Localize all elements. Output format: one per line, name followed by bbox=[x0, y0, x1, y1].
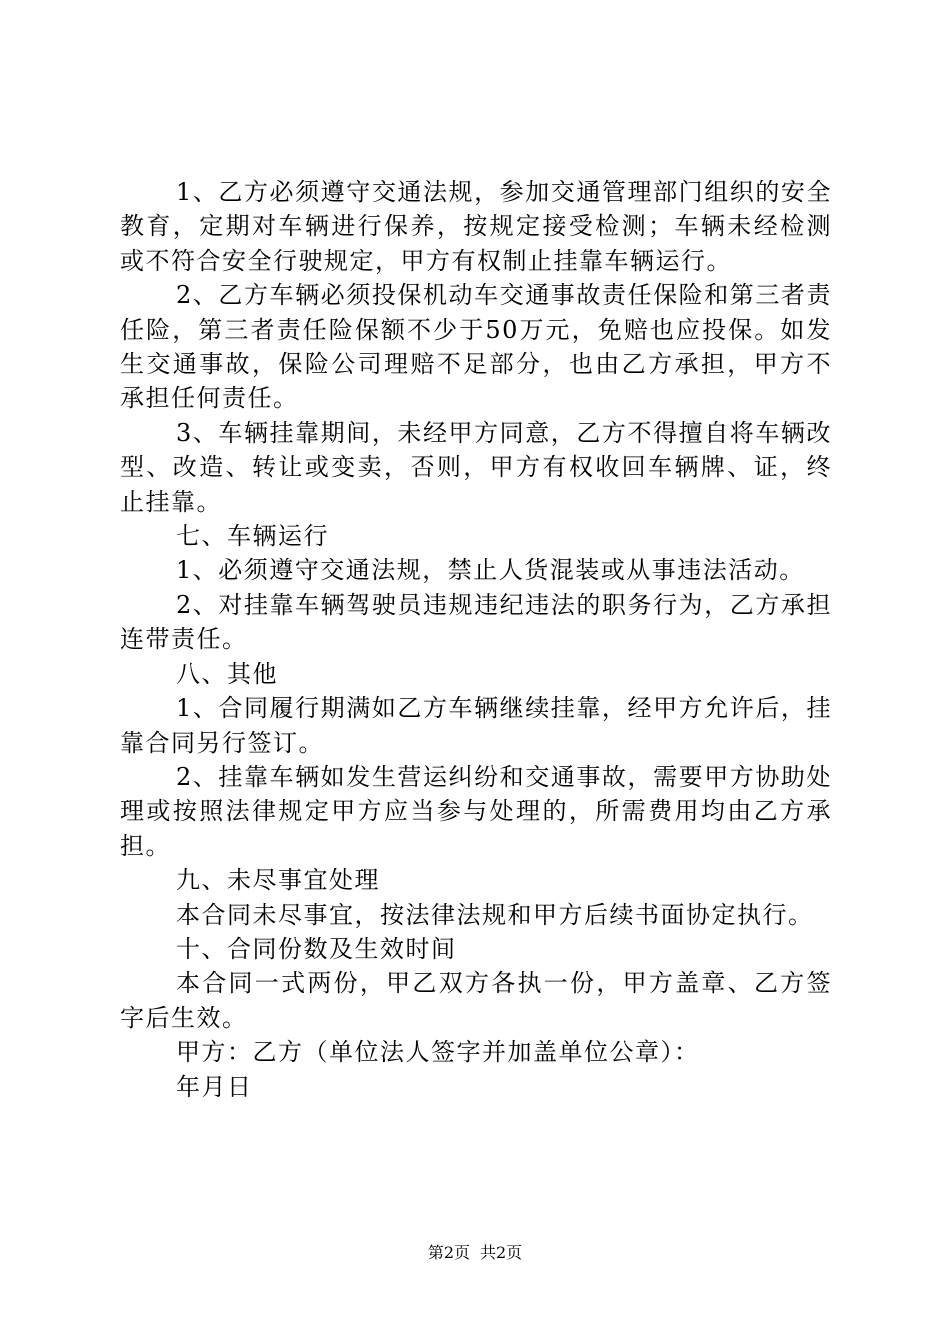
clause-paragraph: 本合同未尽事宜，按法律法规和甲方后续书面协定执行。 bbox=[176, 900, 814, 929]
section-heading: 八、其他 bbox=[176, 659, 278, 688]
section-heading: 十、合同份数及生效时间 bbox=[176, 934, 457, 963]
page-number: 第2页 bbox=[427, 1243, 470, 1262]
page-total: 共2页 bbox=[480, 1243, 523, 1262]
date-line: 年月日 bbox=[176, 1072, 253, 1101]
clause-paragraph: 2、乙方车辆必须投保机动车交通事故责任保险和第三者责任险，第三者责任险保额不少于50万元，免赔也应投保。如发生交通事故，保险公司理赔不足部分，也由乙方承担，甲方不承担任何责任。 bbox=[120, 281, 832, 413]
clause-paragraph: 2、对挂靠车辆驾驶员违规违纪违法的职务行为，乙方承担连带责任。 bbox=[120, 590, 832, 654]
page-footer bbox=[0, 1243, 950, 1263]
section-heading: 九、未尽事宜处理 bbox=[176, 866, 380, 895]
clause-paragraph: 1、必须遵守交通法规，禁止人货混装或从事违法活动。 bbox=[176, 556, 805, 585]
section-heading: 七、车辆运行 bbox=[176, 522, 329, 551]
document-body bbox=[120, 175, 832, 1104]
clause-paragraph: 本合同一式两份，甲乙双方各执一份，甲方盖章、乙方签字后生效。 bbox=[120, 969, 832, 1032]
clause-paragraph: 3、车辆挂靠期间，未经甲方同意，乙方不得擅自将车辆改型、改造、转让或变卖，否则，甲方有权收回车辆牌、证，终止挂靠。 bbox=[120, 418, 832, 516]
signature-line: 甲方：乙方（单位法人签字并加盖单位公章）： bbox=[176, 1038, 700, 1067]
clause-paragraph: 1、合同履行期满如乙方车辆继续挂靠，经甲方允许后，挂靠合同另行签订。 bbox=[120, 694, 832, 757]
clause-paragraph: 1、乙方必须遵守交通法规，参加交通管理部门组织的安全教育，定期对车辆进行保养，按规定接受检测；车辆未经检测或不符合安全行驶规定，甲方有权制止挂靠车辆运行。 bbox=[120, 178, 832, 275]
clause-paragraph: 2、挂靠车辆如发生营运纠纷和交通事故，需要甲方协助处理或按照法律规定甲方应当参与处理的，所需费用均由乙方承担。 bbox=[120, 762, 832, 860]
